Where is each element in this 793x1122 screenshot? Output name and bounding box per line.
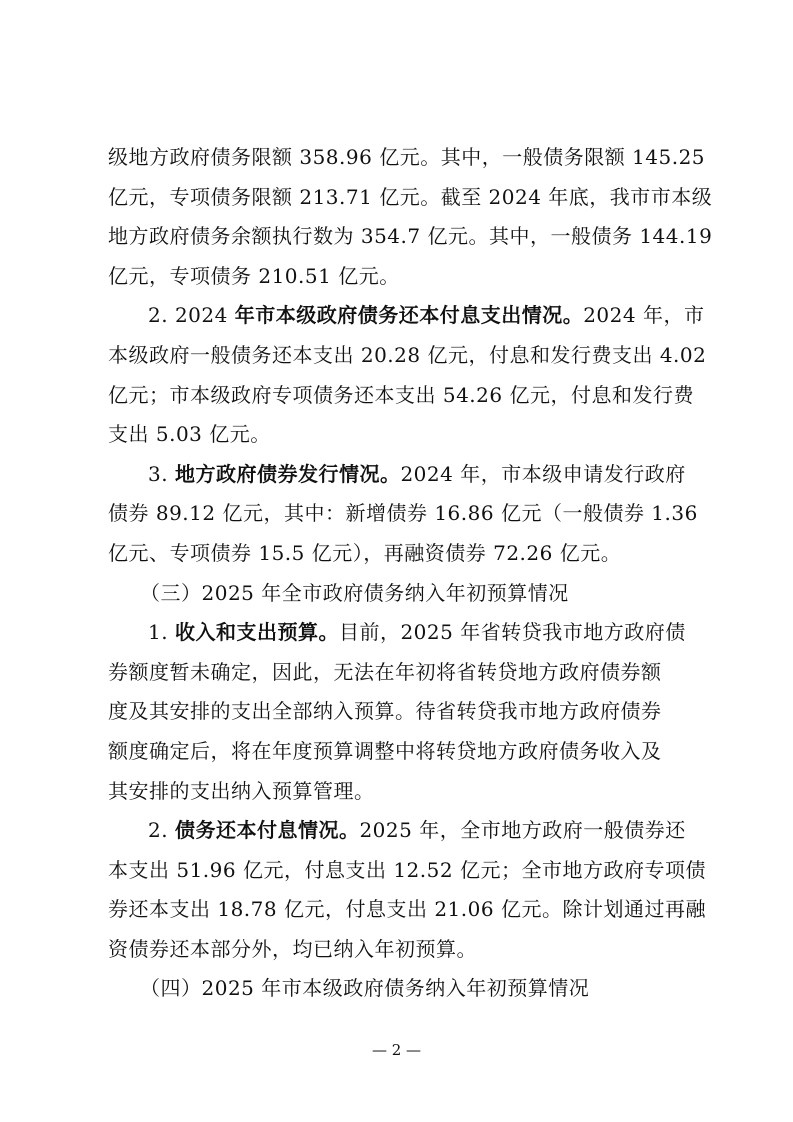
- paragraph-lead: [108, 455, 688, 495]
- page-number: — 2 —: [371, 1041, 422, 1059]
- body-line: 券额度暂未确定，因此，无法在年初将省转贷地方政府债券额: [108, 659, 662, 684]
- item-number: 2.: [148, 818, 175, 843]
- body-line: 级地方政府债务限额 358.96 亿元。其中，一般债务限额 145.25: [108, 145, 706, 169]
- body-line: 亿元，专项债务 210.51 亿元。: [108, 263, 400, 288]
- section-heading: （四）2025 年市本级政府债务纳入年初预算情况: [140, 976, 590, 1001]
- body-line: 资债券还本部分外，均已纳入年初预算。: [108, 936, 477, 961]
- body-line: 本支出 51.96 亿元，付息支出 12.52 亿元；全市地方政府专项债: [108, 857, 706, 882]
- item-heading: 地方政府债券发行情况。: [174, 461, 401, 486]
- body-line: 亿元、专项债券 15.5 亿元），再融资债券 72.26 亿元。: [108, 540, 622, 565]
- item-text: 2024 年，市: [583, 303, 705, 328]
- body-line: 额度确定后，将在年度预算调整中将转贷地方政府债务收入及: [108, 738, 662, 763]
- body-line: 亿元；市本级政府专项债务还本支出 54.26 亿元，付息和发行费: [108, 382, 694, 407]
- document-body: [108, 138, 713, 1009]
- item-heading: 债务还本付息情况。: [174, 818, 360, 843]
- item-heading: 年市本级政府债务还本付息支出情况。: [234, 303, 584, 328]
- item-text: 2025 年，全市地方政府一般债券还: [359, 818, 686, 843]
- body-line: 券还本支出 18.78 亿元，付息支出 21.06 亿元。除计划通过再融: [108, 897, 706, 922]
- section-heading: （三）2025 年全市政府债务纳入年初预算情况: [140, 580, 569, 605]
- item-text: 2024 年，市本级申请发行政府: [400, 461, 686, 486]
- item-number: 3.: [148, 461, 175, 486]
- paragraph-lead: [108, 811, 688, 851]
- body-line: 债券 89.12 亿元，其中：新增债券 16.86 亿元（一般债券 1.36: [108, 501, 698, 526]
- body-line: 其安排的支出纳入预算管理。: [108, 778, 375, 803]
- body-line: 本级政府一般债务还本支出 20.28 亿元，付息和发行费支出 4.02: [108, 342, 707, 367]
- body-line: 地方政府债务余额执行数为 354.7 亿元。其中，一般债务 144.19: [108, 224, 713, 249]
- item-text: 目前，2025 年省转贷我市地方政府债: [338, 620, 686, 645]
- paragraph-lead: [108, 613, 688, 653]
- item-heading: 收入和支出预算。: [174, 620, 339, 645]
- item-number: 2. 2024: [148, 303, 235, 328]
- body-line: 度及其安排的支出全部纳入预算。待省转贷我市地方政府债券: [108, 699, 662, 724]
- paragraph-lead: [108, 296, 705, 336]
- body-line: 支出 5.03 亿元。: [108, 422, 271, 447]
- body-line: 亿元，专项债务限额 213.71 亿元。截至 2024 年底，我市市本级: [108, 184, 713, 209]
- item-number: 1.: [148, 620, 175, 645]
